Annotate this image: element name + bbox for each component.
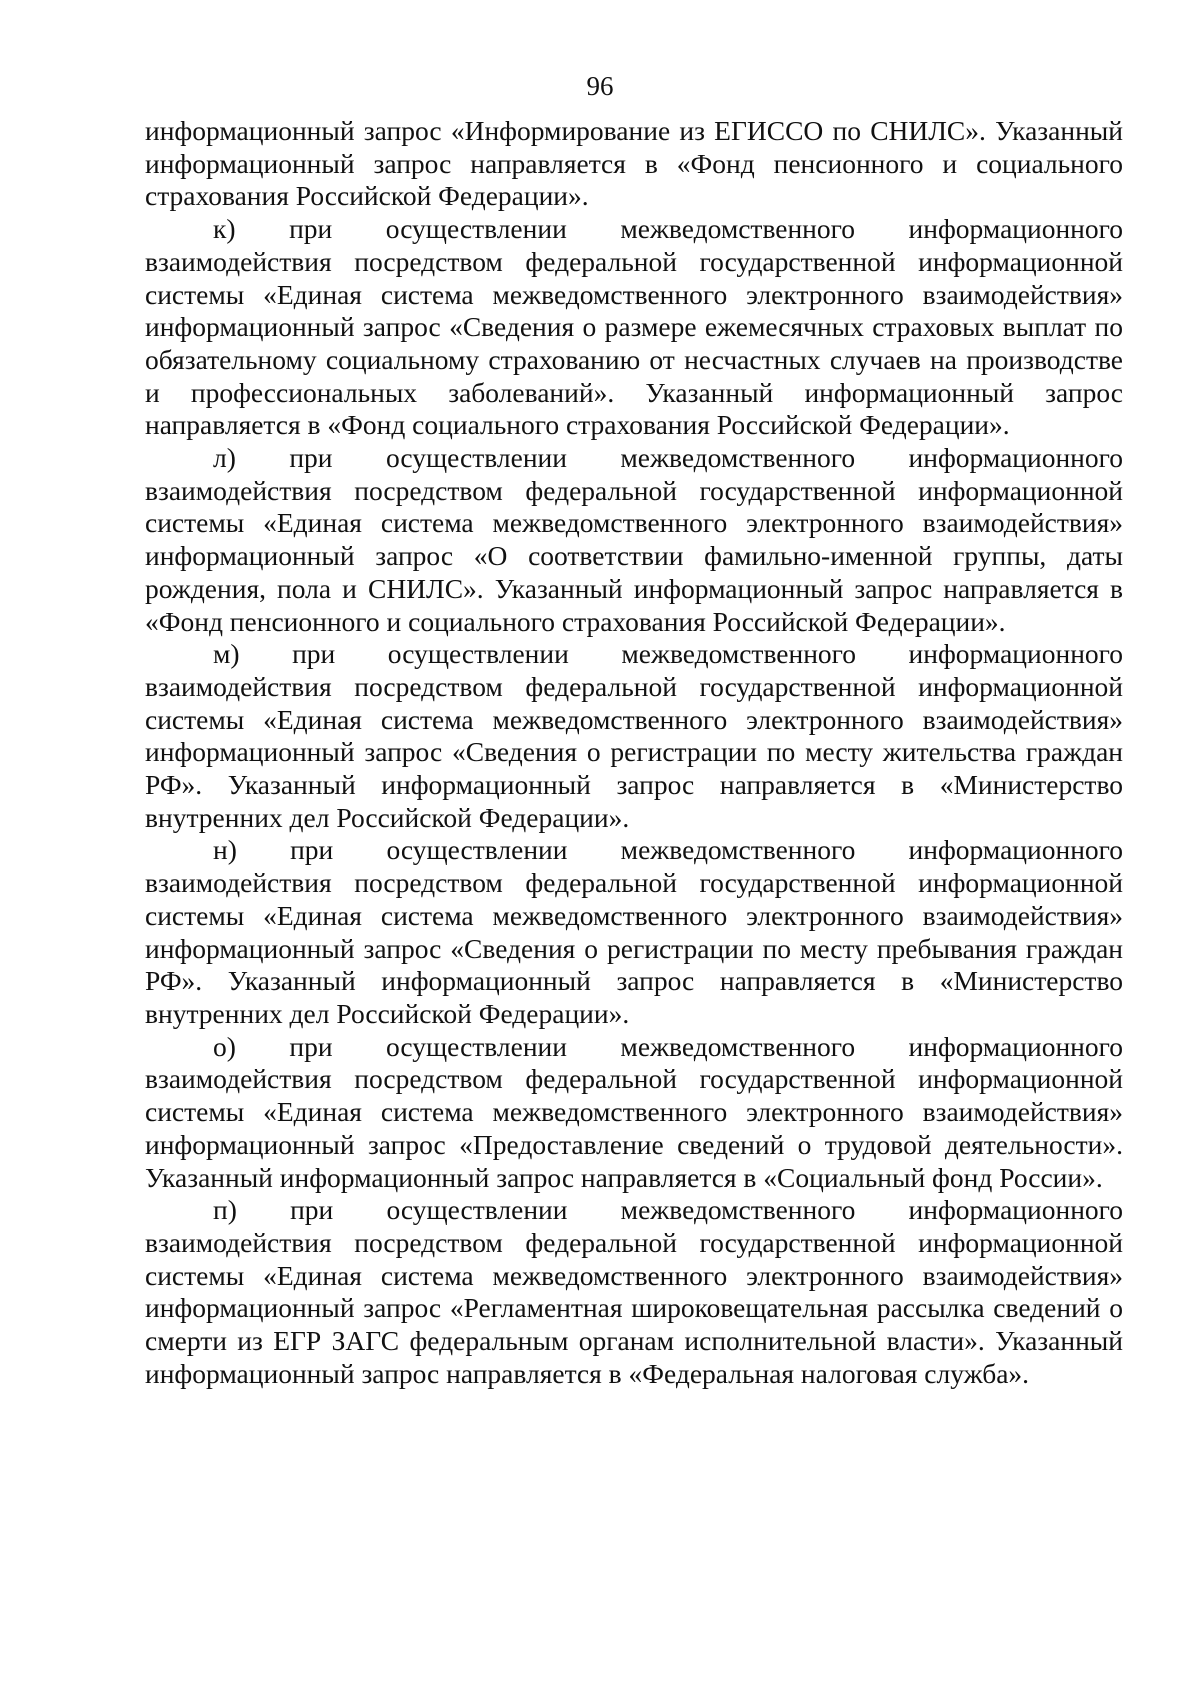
list-marker: о) [213,1030,236,1062]
paragraph-item-o [145,1031,1123,1195]
paragraph-item-p [145,1194,1123,1390]
page-number: 96 [586,71,614,101]
paragraph-item-l [145,442,1123,638]
list-marker: н) [213,834,237,866]
paragraph-text: при осуществлении межведомственного информационного взаимодействия посредством федеральной государственной информационной системы «Единая система межведомственного электронного взаимодействия» информационный запрос «Регламентная широковещательная рассылка сведений о смерти из ЕГР ЗАГС федеральным органам исполнительной власти». Указанный информационный запрос направляется в «Федеральная налоговая служба». [145,1194,1123,1389]
list-marker: м) [213,638,240,670]
list-marker: п) [213,1194,237,1226]
paragraph-item-m [145,638,1123,834]
document-body [145,115,1123,1390]
list-marker: л) [213,442,236,474]
paragraph-text: при осуществлении межведомственного информационного взаимодействия посредством федеральной государственной информационной системы «Единая система межведомственного электронного взаимодействия» информационный запрос «Предоставление сведений о трудовой деятельности». Указанный информационный запрос направляется в «Социальный фонд России». [145,1030,1123,1193]
paragraph-text: при осуществлении межведомственного информационного взаимодействия посредством федеральной государственной информационной системы «Единая система межведомственного электронного взаимодействия» информационный запрос «О соответствии фамильно-именной группы, даты рождения, пола и СНИЛС». Указанный информационный запрос направляется в «Фонд пенсионного и социального страхования Российской Федерации». [145,442,1123,637]
paragraph-text: при осуществлении межведомственного информационного взаимодействия посредством федеральной государственной информационной системы «Единая система межведомственного электронного взаимодействия» информационный запрос «Сведения о регистрации по месту пребывания граждан РФ». Указанный информационный запрос направляется в «Министерство внутренних дел Российской Федерации». [145,834,1123,1029]
paragraph-continuation [145,115,1123,213]
paragraph-text: при осуществлении межведомственного информационного взаимодействия посредством федеральной государственной информационной системы «Единая система межведомственного электронного взаимодействия» информационный запрос «Сведения о размере ежемесячных страховых выплат по обязательному социальному страхованию от несчастных случаев на производстве и профессиональных заболеваний». Указанный информационный запрос направляется в «Фонд социального страхования Российской Федерации». [145,213,1123,441]
list-marker: к) [213,213,236,245]
paragraph-text: информационный запрос «Информирование из ЕГИССО по СНИЛС». Указанный информационный запрос направляется в «Фонд пенсионного и социального страхования Российской Федерации». [145,115,1123,212]
paragraph-item-k [145,213,1123,442]
paragraph-text: при осуществлении межведомственного информационного взаимодействия посредством федеральной государственной информационной системы «Единая система межведомственного электронного взаимодействия» информационный запрос «Сведения о регистрации по месту жительства граждан РФ». Указанный информационный запрос направляется в «Министерство внутренних дел Российской Федерации». [145,638,1123,833]
paragraph-item-n [145,834,1123,1030]
